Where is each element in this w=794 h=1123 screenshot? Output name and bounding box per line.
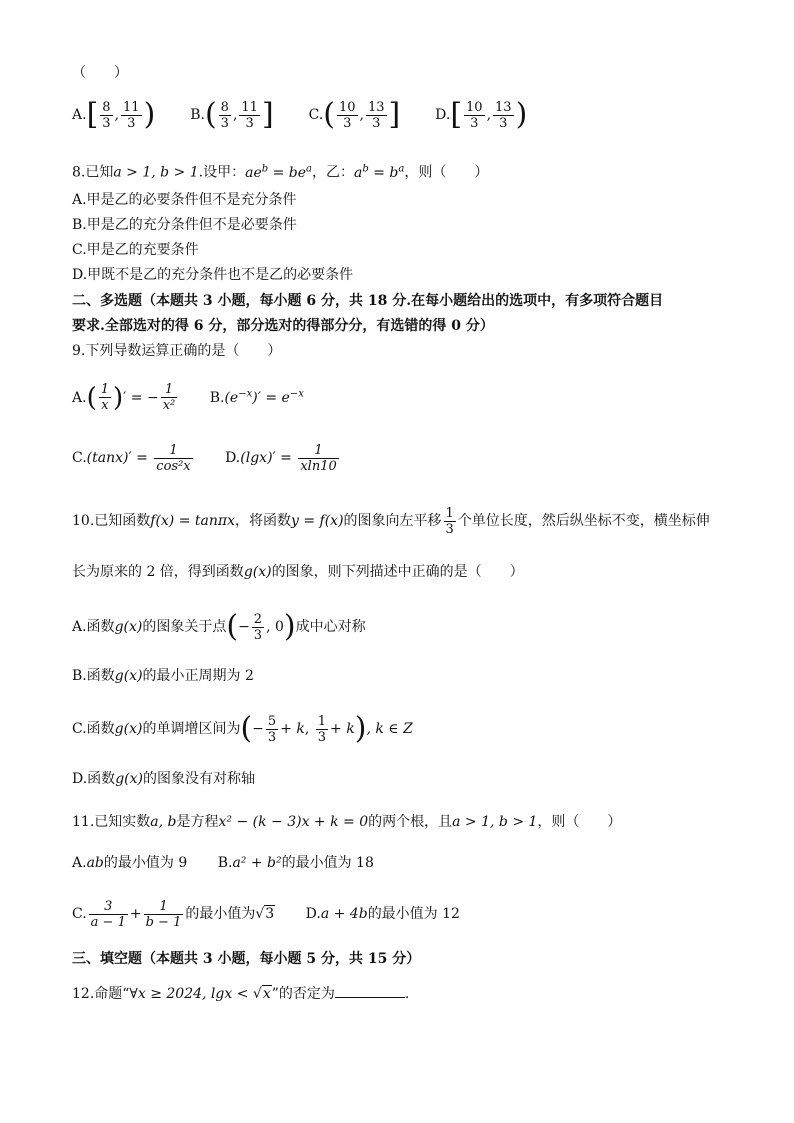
fraction <box>239 100 260 131</box>
option-label: B. <box>190 107 205 123</box>
numerator: 1 <box>161 382 178 398</box>
answer-blank[interactable] <box>335 983 405 998</box>
expr: a > 1, b > 1 <box>452 814 538 830</box>
q10-option-d <box>72 770 255 788</box>
exp: a <box>306 163 313 174</box>
section-2-heading-line2: 要求.全部选对的得 6 分，部分选对的得部分分，有选错的得 0 分） <box>72 318 494 334</box>
q9-row2 <box>72 440 341 476</box>
option-label: A. <box>72 107 87 123</box>
denominator: 3 <box>372 115 381 131</box>
radicand: 3 <box>265 906 275 922</box>
section-3-heading: 三、填空题（本题共 3 小题，每小题 5 分，共 15 分） <box>72 951 421 967</box>
q8-option-d: D.甲既不是乙的充分条件也不是乙的必要条件 <box>72 267 354 283</box>
numerator: 2 <box>253 611 263 627</box>
fraction <box>161 382 178 413</box>
option-label: D. <box>225 450 241 466</box>
fraction <box>99 382 111 413</box>
numerator: 11 <box>123 99 140 115</box>
expr: g(x) <box>114 721 143 737</box>
denominator: x <box>101 398 109 414</box>
q7-option-c: C.( $\frac{10}{3}$ , $\frac{13}{3}$ ] <box>308 97 401 132</box>
expr: ae <box>245 164 262 181</box>
q8-option-b: B.甲是乙的充分条件但不是必要条件 <box>72 217 297 233</box>
numerator: 11 <box>241 99 258 115</box>
fraction <box>100 100 112 131</box>
expr: (e <box>224 389 239 406</box>
text: C.函数 <box>72 721 115 737</box>
expr: g(x) <box>114 619 143 635</box>
q11-option-a <box>72 855 187 871</box>
fraction <box>219 100 231 131</box>
text: 的最小值为 18 <box>281 855 374 871</box>
denominator: 3 <box>102 115 111 131</box>
exp: −x <box>238 388 253 399</box>
denominator: 3 <box>220 115 229 131</box>
denominator: 3 <box>317 729 327 745</box>
q8-text: .设甲： <box>198 164 246 181</box>
expr: ab <box>86 855 104 871</box>
denominator: 3 <box>445 521 454 537</box>
numerator: 13 <box>367 99 385 115</box>
q10-stem-line1 <box>72 504 710 538</box>
denominator: a − 1 <box>90 914 126 930</box>
numerator: 1 <box>298 443 338 459</box>
fraction <box>366 100 387 131</box>
expr: f(x) = tanπx <box>150 513 235 529</box>
text: ，将函数 <box>234 513 291 529</box>
denominator: 3 <box>499 115 508 131</box>
q8-condition: a > 1, b > 1 <box>113 164 199 181</box>
q8-stem <box>72 160 488 182</box>
fraction <box>493 100 514 131</box>
q11-row2 <box>72 896 460 932</box>
denominator: 3 <box>127 115 136 131</box>
fraction <box>89 899 128 930</box>
text: 的图象向左平移 <box>343 513 442 529</box>
fraction <box>252 612 264 643</box>
denominator: 3 <box>267 729 277 745</box>
numerator: 10 <box>466 99 483 115</box>
exp: −x <box>289 388 304 399</box>
text: 的单调增区间为 <box>142 721 241 737</box>
expr: , k ∈ Z <box>366 721 413 737</box>
fraction <box>464 100 485 131</box>
bracket: [ <box>450 97 463 132</box>
q7-option-b: B.( $\frac{8}{3}$ , $\frac{11}{3}$ ] <box>190 97 274 132</box>
text: ，则（ ） <box>537 814 622 830</box>
fraction <box>337 100 358 131</box>
numerator: 1 <box>445 505 454 521</box>
denominator: xln10 <box>300 458 337 474</box>
numerator: 10 <box>338 99 356 115</box>
text: . <box>404 986 410 1002</box>
text: 10.已知函数 <box>72 513 151 529</box>
q10-option-b <box>72 667 254 685</box>
bracket: [ <box>86 97 99 132</box>
q9-row1 <box>72 376 304 416</box>
option-label: D. <box>305 906 321 922</box>
numerator: 1 <box>144 899 184 915</box>
option-label: C. <box>72 906 87 922</box>
text: A.函数 <box>72 619 115 635</box>
exp: a <box>398 163 405 174</box>
denominator: cos²x <box>156 458 191 474</box>
text: 的最小正周期为 2 <box>142 668 254 684</box>
fraction <box>154 443 192 474</box>
expr: x² − (k − 3)x + k = 0 <box>218 814 369 830</box>
fraction <box>266 714 278 745</box>
q8-yi <box>354 165 404 181</box>
option-label: B. <box>209 389 225 406</box>
numerator: 1 <box>154 443 192 459</box>
fraction <box>298 443 338 474</box>
q8-text: 8.已知 <box>72 164 114 181</box>
expr: ∀x ≥ 2024, lgx < <box>129 986 253 1002</box>
denominator: 3 <box>245 115 254 131</box>
option-label: C. <box>308 107 324 123</box>
text: 的最小值为 <box>185 906 256 922</box>
text: 的最小值为 9 <box>103 855 188 871</box>
q7-option-a: A.[ $\frac{8}{3}$ , $\frac{11}{3}$ ) <box>72 97 156 132</box>
q8-option-c: C.甲是乙的充要条件 <box>72 242 199 258</box>
expr: g(x) <box>115 771 143 787</box>
text: 11.已知实数 <box>72 814 151 830</box>
option-label: A. <box>72 855 87 871</box>
q7-paren: （ ） <box>72 65 128 81</box>
expr: g(x) <box>243 564 272 580</box>
text: 的图象没有对称轴 <box>142 771 255 787</box>
option-label: A. <box>72 389 87 406</box>
q10-stem-line2 <box>72 563 524 581</box>
expr: a² + b² <box>232 855 282 871</box>
bracket: ) <box>143 97 156 132</box>
expr: a + 4b <box>320 906 368 922</box>
q8-text: ，乙： <box>312 164 355 181</box>
numerator: 1 <box>317 713 327 729</box>
numerator: 3 <box>89 899 128 915</box>
radicand: x <box>262 986 271 1002</box>
q8-option-a: A.甲是乙的必要条件但不是充分条件 <box>72 192 297 208</box>
q7-tail <box>72 64 128 82</box>
exp: b <box>362 163 369 174</box>
denominator: x² <box>162 398 176 414</box>
text: 是方程 <box>176 814 219 830</box>
q9-option-d <box>225 442 341 474</box>
text: 成中心对称 <box>295 619 366 635</box>
text: D.函数 <box>72 771 116 787</box>
fraction <box>316 714 328 745</box>
q10-option-c: C.函数g(x)的单调增区间为(− $\frac{5}{3}$ + k, $\frac{1}{3}$ + k), k ∈ Z <box>72 711 413 746</box>
text: ”的否定为 <box>271 986 335 1002</box>
q9-option-a: A.( $\frac{1}{x}$ )′ = − $\frac{1}{\text{x²}}$ <box>72 382 176 414</box>
expr: a, b <box>150 814 177 830</box>
expr: )′ = e <box>252 389 290 406</box>
text: 个单位长度，然后纵坐标不变，横坐标伸 <box>457 513 710 529</box>
q9-option-c <box>72 442 195 474</box>
expr: (lgx)′ = <box>240 450 297 466</box>
text: B.函数 <box>72 668 115 684</box>
numerator: 5 <box>267 713 277 729</box>
q11-row1 <box>72 854 374 872</box>
q11-option-d <box>306 906 460 922</box>
option-label: D. <box>435 107 451 123</box>
option-label: B. <box>217 855 233 871</box>
q8-jia <box>245 165 312 181</box>
denominator: 3 <box>253 627 263 643</box>
q7-option-d: D.[ $\frac{10}{3}$ , $\frac{13}{3}$ ) <box>435 97 528 132</box>
text: 的图象，则下列描述中正确的是（ ） <box>271 564 524 580</box>
expr: (tanx)′ = <box>86 450 153 466</box>
expr: y = f(x) <box>290 513 344 529</box>
q10-option-a: A.函数g(x)的图象关于点(− $\frac{2}{3}$ , 0)成中心对称 <box>72 609 366 644</box>
expr: = − <box>126 389 159 406</box>
numerator: 8 <box>220 99 229 115</box>
text: 的图象关于点 <box>142 619 227 635</box>
exp: b <box>261 163 269 174</box>
q9-stem: 9.下列导数运算正确的是（ ） <box>72 343 282 359</box>
q11-option-b <box>218 855 374 871</box>
fraction <box>121 100 142 131</box>
denominator: 3 <box>343 115 352 131</box>
numerator: 8 <box>102 99 111 115</box>
bracket: ] <box>261 97 274 132</box>
bracket: ( <box>323 97 335 132</box>
expr: = b <box>368 164 399 181</box>
expr: = be <box>268 164 307 181</box>
text: 长为原来的 2 倍，得到函数 <box>72 564 244 580</box>
bracket: ) <box>515 97 528 132</box>
q9-option-b <box>210 390 304 406</box>
numerator: 1 <box>100 382 109 398</box>
expr: g(x) <box>114 668 143 684</box>
fraction <box>444 506 456 537</box>
denominator: b − 1 <box>145 914 182 930</box>
text: 的最小值为 12 <box>367 906 460 922</box>
q12-stem: 12.命题“∀x ≥ 2024, lgx < √x”的否定为 . <box>72 983 409 1003</box>
fraction <box>144 899 184 930</box>
numerator: 13 <box>495 99 512 115</box>
expr: a <box>354 164 363 181</box>
bracket: ( <box>204 97 217 132</box>
option-label: C. <box>72 450 87 466</box>
q11-option-c: C. $\frac{3}{a - 1}$ + $\frac{1}{b - 1}$ 的最小值为√3 <box>72 898 275 930</box>
q11-stem <box>72 813 621 831</box>
section-2-heading: 二、多选题（本题共 3 小题，每小题 6 分，共 18 分.在每小题给出的选项中，有多项符合题目 <box>72 293 664 309</box>
text: 12.命题“ <box>72 986 130 1002</box>
q7-options <box>72 98 527 132</box>
bracket: ] <box>388 97 401 132</box>
q8-text: ，则（ ） <box>404 164 489 181</box>
text: 的两个根，且 <box>368 814 453 830</box>
denominator: 3 <box>470 115 479 131</box>
